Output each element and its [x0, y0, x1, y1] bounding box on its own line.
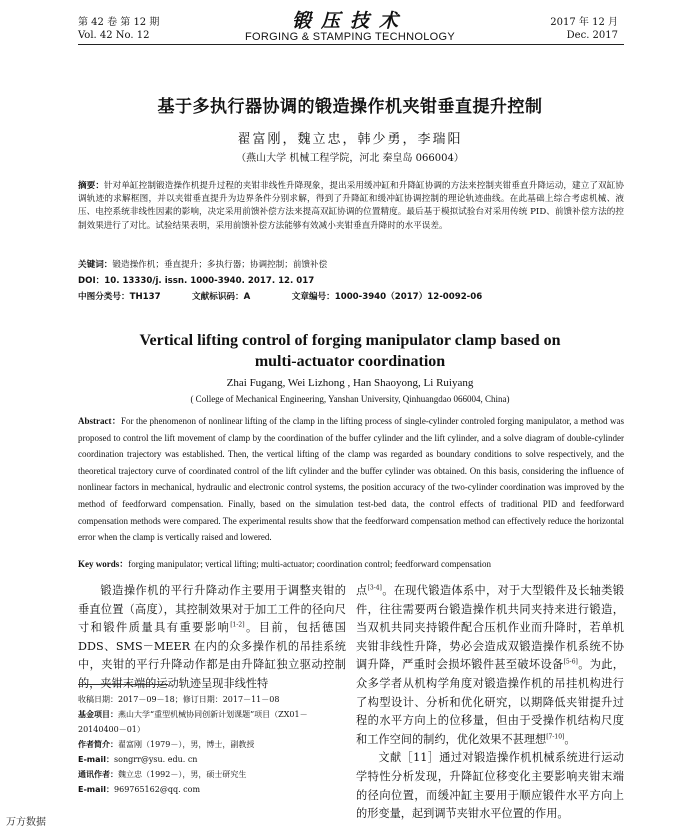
- article-no-value: 1000-3940（2017）12-0092-06: [334, 292, 483, 302]
- abstract-zh-label: 摘要：: [78, 181, 105, 191]
- paper-title-en: [0, 330, 700, 372]
- footnote-email: E-mail：songrr@ysu. edu. cn: [78, 755, 198, 764]
- volume-zh: 第 42 卷 第 12 期: [78, 17, 160, 28]
- abstract-en: [78, 413, 624, 546]
- keywords-en-text: forging manipulator; vertical lifting; multi-actuator; coordination control; feedforward compensation: [128, 559, 491, 569]
- footnote-email2: E-mail：969765162@qq. com: [78, 785, 201, 794]
- class-label: 中图分类号：: [78, 292, 130, 302]
- authors-en: Zhai Fugang, Wei Lizhong , Han Shaoyong, Li Ruiyang: [226, 377, 474, 389]
- keywords-zh-text: 锻造操作机；垂直提升；多执行器；协调控制；前馈补偿: [112, 260, 328, 270]
- body-paragraph: 文献［11］通过对锻造操作机机械系统进行运动学特性分析发现，升降缸位移变化主要影响夹钳末端的径向位置，而缓冲缸主要用于顺应锻件水平方向上的形变量，起到调节夹钳水平位置的作用。: [356, 751, 624, 821]
- date-en: Dec. 2017: [566, 30, 618, 41]
- title-en-line2: multi-actuator coordination: [254, 353, 446, 370]
- date-zh: 2017 年 12 月: [550, 17, 618, 28]
- citation: [1-2]: [230, 621, 245, 629]
- abstract-zh: [78, 180, 624, 233]
- paper-title-zh: 基于多执行器协调的锻造操作机夹钳垂直提升控制: [157, 97, 543, 117]
- abstract-en-label: Abstract：: [78, 416, 121, 426]
- citation: [3-4]: [367, 584, 382, 592]
- body-paragraph: 点[3-4]。在现代锻造体系中，对于大型锻件及长轴类锻件，往往需要两台锻造操作机共同夹持来进行锻造，当双机共同夹持锻件配合压机作业而升降时，若单机夹钳非线性升降，势必会造成双锻造操作机系统不协调升降，严重时会损坏锻件甚至破坏设备[5-6]。为此，众多学者从机构学角度对锻造操作机的吊挂机构进行了构型设计、分析和优化研究，以期降低夹钳提升过程的水平方向上的位移量，但由于受操作机结构尺度和工作空间的制约，优化效果不甚理想[7-10]。: [356, 584, 624, 746]
- doc-code-label: 文献标识码：: [192, 292, 244, 302]
- doi-value: 10. 13330/j. issn. 1000-3940. 2017. 12. 017: [104, 276, 315, 286]
- footnotes: [78, 692, 346, 797]
- keywords-zh: [78, 259, 624, 272]
- title-en-line1: Vertical lifting control of forging manipulator clamp based on: [139, 332, 561, 349]
- article-no-label: 文章编号：: [291, 292, 335, 302]
- body-paragraph: 锻造操作机的平行升降动作主要用于调整夹钳的垂直位置（高度），其控制效果对于加工工件的径向尺寸和锻件质量具有重要影响[1-2]。目前，包括德国 DDS、SMS－MEER 在内的众多操作机的吊挂系统中，夹钳的平行升降动作都是由升降缸独立驱动控制的，夹钳末端的运动轨迹呈现非线性特: [78, 584, 346, 690]
- citation: [5-6]: [563, 658, 578, 666]
- doi-label: DOI：: [78, 276, 105, 286]
- authors-zh: 翟富刚，魏立忠，韩少勇，李瑞阳: [237, 132, 463, 147]
- keywords-en: [78, 556, 624, 573]
- footnote-corresponding: 通讯作者：魏立忠（1992－），男，硕士研究生: [78, 770, 247, 779]
- keywords-zh-label: 关键词：: [78, 260, 113, 270]
- keywords-en-label: Key words：: [78, 559, 129, 569]
- footnote-fund: 基金项目：燕山大学“重型机械协同创新计划课题”项目（ZX01－20140400－01）: [78, 710, 308, 734]
- affiliation-zh: （燕山大学 机械工程学院，河北 秦皇岛 066004）: [236, 153, 464, 164]
- volume-en: Vol. 42 No. 12: [78, 30, 150, 41]
- body-left-column: [78, 582, 346, 694]
- footnote-received: 收稿日期：2017－09－18；修订日期：2017－11－08: [78, 695, 280, 704]
- watermark: 万方数据: [4, 813, 48, 828]
- affiliation-en: ( College of Mechanical Engineering, Yanshan University, Qinhuangdao 066004, China): [190, 394, 510, 404]
- header-rule: [78, 44, 624, 45]
- class-value: TH137: [129, 292, 161, 302]
- body-right-column: [356, 582, 624, 824]
- footnote-rule: [78, 684, 168, 685]
- classification-line: [78, 291, 624, 304]
- doc-code-value: A: [243, 292, 251, 302]
- citation: [7-10]: [546, 733, 565, 741]
- doi-line: [78, 275, 624, 288]
- abstract-en-text: For the phenomenon of nonlinear lifting of the clamp in the lifting process of single-cylinder controled forging manipulator, a method was proposed to control the lift movement of clamp by the coordination of the buffer cylinder and the lift cylinder, and a solve diagram of double-cylinder coordination trajectory was established. Then, the vertical lifting of the clamp was regarded as boundary conditions to solve respectively, and the theoretical trajectory curve of coordinated control of the lift cylinder and the buffer cylinder was obtained. On this basis, considering the influence of nonlinear factors in mechanical, hydraulic and electronic control systems, the position accuracy of the two-cylinder coordination was improved by the method of feedforward compensation. Finally, based on the simulation test-bed data, the control effects of traditional PID and feedforward compensation methods were compared. The experimental results show that the feedforward compensation method can effectively reduce the horizontal error when the clamp is vertically raised and lowered.: [78, 416, 624, 543]
- abstract-zh-text: 针对单缸控制锻造操作机提升过程的夹钳非线性升降现象，提出采用缓冲缸和升降缸协调的方法来控制夹钳垂直升降运动，建立了双缸协调轨迹的求解框图，并以夹钳垂直提升为边界条件分别求解，得到了升降缸和缓冲缸协调控制的理论轨迹曲线。在此基础上综合考虑机械、液压、电控系统非线性因素的影响，决定采用前馈补偿方法来提高双缸协调的位置精度。最后基于模拟试验台对采用传统 PID、前馈补偿方法的控制效果进行了对比。试验结果表明，采用前馈补偿方法能够有效减小夹钳垂直升降时的水平误差。: [78, 181, 624, 231]
- journal-name-en: FORGING & STAMPING TECHNOLOGY: [245, 31, 455, 43]
- journal-logo-zh: 锻压技术: [291, 10, 408, 32]
- header-date: [550, 16, 618, 42]
- footnote-author: 作者简介：翟富刚（1979－），男，博士，副教授: [78, 740, 255, 749]
